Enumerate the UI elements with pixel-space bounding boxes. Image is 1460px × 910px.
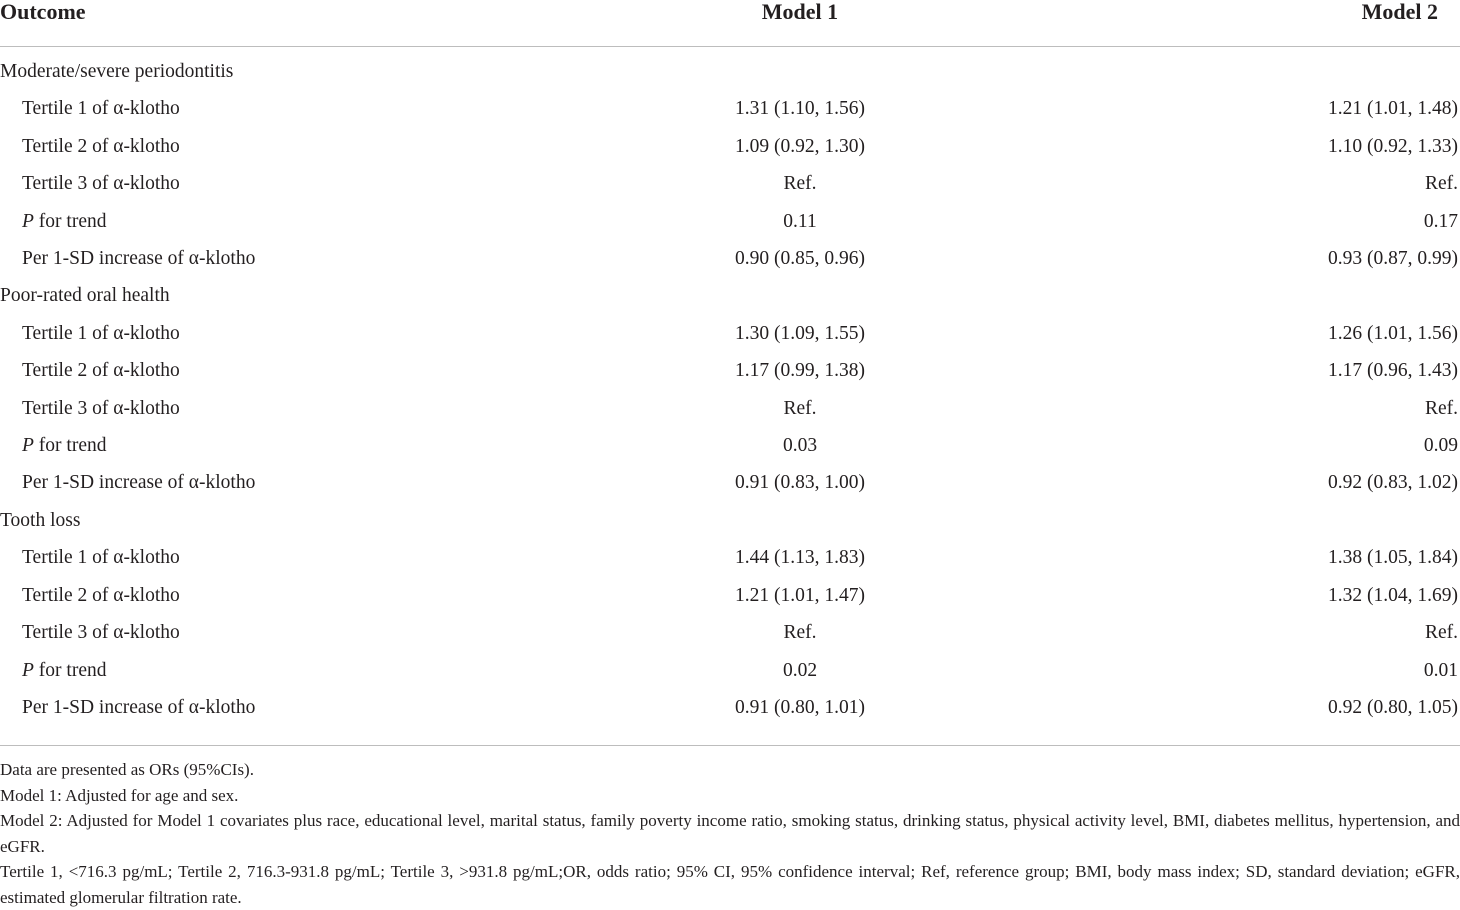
table-header [0, 0, 1460, 47]
header-model-1: Model 1 [600, 0, 1000, 47]
model-2-value: Ref. [1424, 397, 1458, 419]
model-2-value: 0.93 (0.87, 0.99) [1328, 248, 1458, 270]
row-label-rest: for trend [33, 435, 107, 457]
group-row [0, 47, 1460, 91]
header-row [0, 0, 1460, 47]
table-row [0, 128, 1460, 165]
model-2-value: 1.32 (1.04, 1.69) [1328, 584, 1458, 606]
group-row [0, 502, 1460, 539]
model-1-value: 1.30 (1.09, 1.55) [735, 322, 865, 344]
table-bottom-rule [0, 745, 1460, 746]
model-1-value: 0.03 [782, 435, 818, 457]
row-label-italic: P [22, 435, 34, 457]
group-label: Moderate/severe periodontitis [0, 61, 234, 82]
table-row [0, 390, 1460, 427]
model-1-value: 0.11 [783, 210, 817, 232]
row-label: Tertile 1 of α-klotho [22, 322, 180, 344]
row-label: Tertile 2 of α-klotho [22, 584, 180, 606]
model-2-value: Ref. [1424, 173, 1458, 195]
table-row [0, 689, 1460, 726]
table-row [0, 165, 1460, 202]
footnote: Data are presented as ORs (95%CIs). [0, 760, 254, 779]
model-2-value: Ref. [1424, 622, 1458, 644]
table-footnotes [0, 757, 1460, 910]
row-label: Per 1-SD increase of α-klotho [22, 472, 256, 494]
model-2-value: 0.17 [1423, 210, 1458, 232]
row-label: Tertile 3 of α-klotho [22, 173, 180, 195]
table-row [0, 539, 1460, 576]
model-1-value: 1.17 (0.99, 1.38) [735, 360, 865, 382]
footnote: Tertile 1, <716.3 pg/mL; Tertile 2, 716.3-931.8 pg/mL; Tertile 3, >931.8 pg/mL;OR, odds ratio; 95% CI, 95% confidence interval; Ref, reference group; BMI, body mass index; SD, standard deviation; eGFR, estimated glomerular filtration rate. [0, 862, 1460, 907]
row-label: Tertile 1 of α-klotho [22, 547, 180, 569]
model-2-value: 0.09 [1423, 435, 1458, 457]
model-1-value: 1.09 (0.92, 1.30) [735, 135, 865, 157]
row-label-italic: P [22, 659, 34, 681]
row-label: Tertile 3 of α-klotho [22, 622, 180, 644]
footnote: Model 1: Adjusted for age and sex. [0, 785, 239, 805]
model-1-value: 1.21 (1.01, 1.47) [735, 584, 865, 606]
row-label-rest: for trend [33, 210, 107, 232]
model-2-value: 1.38 (1.05, 1.84) [1328, 547, 1458, 569]
group-row [0, 277, 1460, 314]
group-empty-cell [1000, 502, 1460, 539]
model-2-value: 0.92 (0.83, 1.02) [1328, 472, 1458, 494]
footnote: Model 2: Adjusted for Model 1 covariates plus race, educational level, marital status, family poverty income ratio, smoking status, drinking status, physical activity level, BMI, diabetes mellitus, hypertension, and eGFR. [0, 811, 1460, 856]
row-label [0, 203, 600, 240]
row-label: Tertile 2 of α-klotho [22, 360, 180, 382]
row-label: Tertile 2 of α-klotho [22, 135, 180, 157]
table-row [0, 315, 1460, 352]
model-2-value: 0.01 [1423, 659, 1458, 681]
model-1-value: Ref. [783, 397, 817, 419]
header-outcome: Outcome [0, 0, 600, 47]
row-label: Per 1-SD increase of α-klotho [22, 248, 256, 270]
table-row [0, 464, 1460, 501]
model-1-value: 0.90 (0.85, 0.96) [735, 248, 865, 270]
header-model-2: Model 2 [1000, 0, 1460, 47]
model-1-value: 1.31 (1.10, 1.56) [735, 98, 865, 120]
model-1-value: 1.44 (1.13, 1.83) [735, 547, 865, 569]
model-2-value: 0.92 (0.80, 1.05) [1328, 696, 1458, 718]
row-label: Per 1-SD increase of α-klotho [22, 696, 256, 718]
model-1-value: 0.02 [782, 659, 818, 681]
group-label: Poor-rated oral health [0, 285, 170, 307]
row-label-rest: for trend [33, 659, 107, 681]
table-row [0, 614, 1460, 651]
table-row [0, 90, 1460, 127]
group-empty-cell [1000, 277, 1460, 314]
row-label [0, 652, 600, 689]
group-empty-cell [600, 277, 1000, 314]
model-1-value: Ref. [783, 173, 817, 195]
table-row [0, 577, 1460, 614]
row-label [0, 427, 600, 464]
table-row [0, 652, 1460, 689]
table-row [0, 203, 1460, 240]
table-body [0, 47, 1460, 727]
model-2-value: 1.21 (1.01, 1.48) [1328, 98, 1458, 120]
row-label: Tertile 1 of α-klotho [22, 98, 180, 120]
group-empty-cell [1000, 47, 1460, 91]
row-label: Tertile 3 of α-klotho [22, 397, 180, 419]
model-2-value: 1.26 (1.01, 1.56) [1328, 322, 1458, 344]
group-label: Tooth loss [0, 509, 81, 531]
table-row [0, 427, 1460, 464]
model-1-value: 0.91 (0.83, 1.00) [735, 472, 865, 494]
table-row [0, 240, 1460, 277]
group-empty-cell [600, 47, 1000, 91]
group-empty-cell [600, 502, 1000, 539]
model-1-value: 0.91 (0.80, 1.01) [735, 696, 865, 718]
table-row [0, 352, 1460, 389]
model-1-value: Ref. [783, 622, 817, 644]
model-2-value: 1.17 (0.96, 1.43) [1328, 360, 1458, 382]
model-2-value: 1.10 (0.92, 1.33) [1328, 135, 1458, 157]
row-label-italic: P [22, 210, 34, 232]
